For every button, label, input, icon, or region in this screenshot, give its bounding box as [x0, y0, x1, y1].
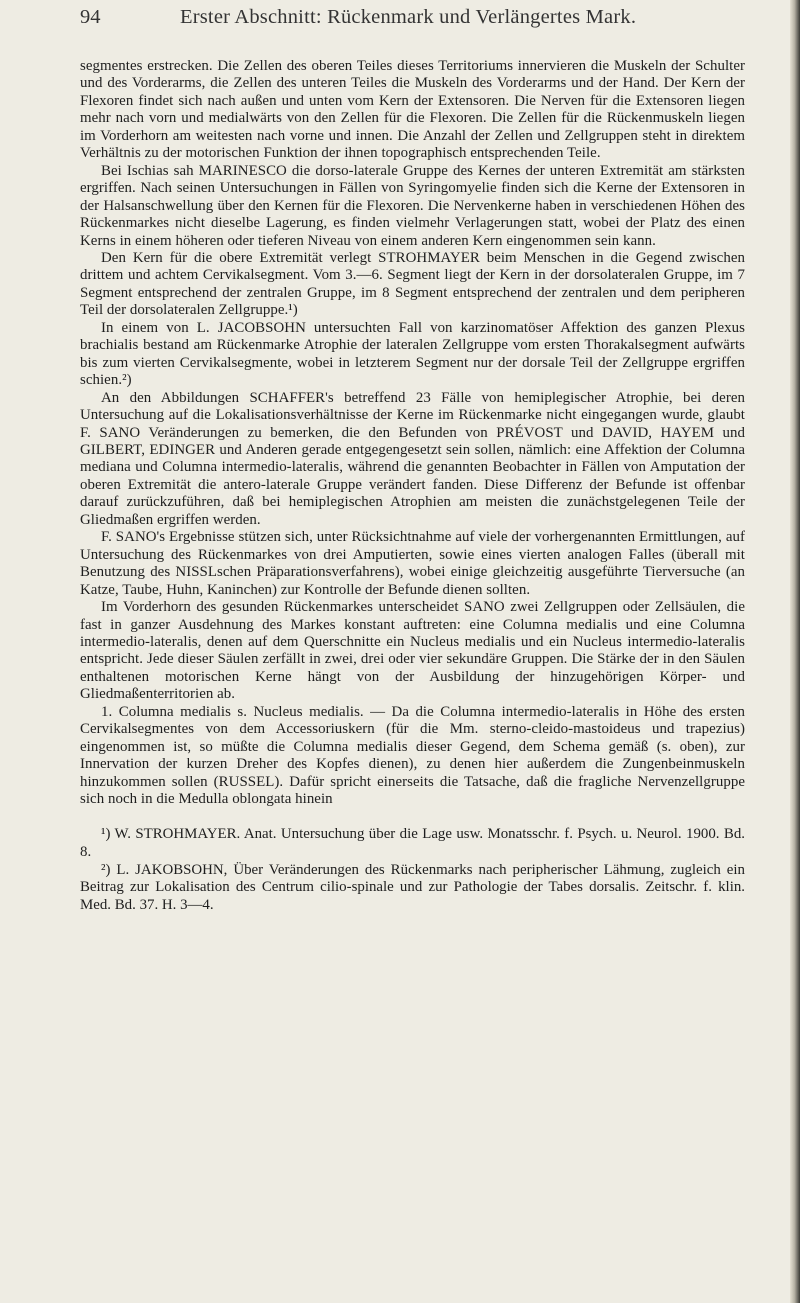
footnotes: [80, 826, 745, 914]
paragraph-3: Den Kern für die obere Extremität verlegt STROHMAYER beim Menschen in die Gegend zwischen drittem und achtem Cervikalsegment. Vom 3.—6. Segment liegt der Kern in der dorsolateralen Gruppe, im 7 Segment entsprechend der zentralen Gruppe, im 8 Segment entsprechend der zentralen und dem peripheren Teil der dorsolateralen Zellgruppe.¹): [80, 249, 745, 319]
paragraph-1: segmentes erstrecken. Die Zellen des oberen Teiles dieses Territoriums innervieren die Muskeln der Schulter und des Vorderarms, die Zellen des unteren Teiles die Muskeln des Vorderarms und der Hand. Der Kern der Flexoren findet sich nach außen und unten vom Kern der Extensoren. Die Nerven für die Extensoren liegen mehr nach vorn und medialwärts von den Zellen für die Flexoren. Die Zellen für die Rückenmuskeln liegen im Vorderhorn am weitesten nach vorne und innen. Die Anzahl der Zellen und Zellgruppen steht in direktem Verhältnis zu der motorischen Funktion der ihnen topographisch entsprechenden Teile.: [80, 58, 745, 162]
paragraph-5: An den Abbildungen SCHAFFER's betreffend 23 Fälle von hemiplegischer Atrophie, bei deren Untersuchung auf die Lokalisationsverhältnisse der Kerne im Rückenmarke nicht eingegangen wurde, glaubt F. SANO Veränderungen zu bemerken, die den Befunden von PRÉVOST und DAVID, HAYEM und GILBERT, EDINGER und Anderen gerade entgegengesetzt sein sollen, nämlich: eine Affektion der Columna mediana und Columna intermedio-lateralis, während die genannten Beobachter in Fällen von Amputation der oberen Extremität die antero-laterale Gruppe verändert fanden. Diese Differenz der Befunde ist offenbar darauf zurückzuführen, daß bei hemiplegischen Atrophien am meisten die zunächstgelegenen Teile der Gliedmaßen ergriffen werden.: [80, 389, 745, 528]
running-header: [80, 6, 745, 34]
scan-edge: [790, 0, 800, 1303]
paragraph-8: 1. Columna medialis s. Nucleus medialis. — Da die Columna intermedio-lateralis in Höhe des ersten Cervikalsegmentes von dem Accessoriuskern (für die Mm. sterno-cleido-mastoideus und trapezius) eingenommen ist, so müßte die Columna medialis dieser Gegend, dem Schema gemäß (s. oben), zur Innervation der kurzen Dreher des Kopfes dienen), zu denen hier außerdem die Zungenbeinmuskeln hinzukommen sollen (RUSSEL). Dafür spricht einerseits die Tatsache, daß die fragliche Nervenzellgruppe sich noch in die Medulla oblongata hinein: [80, 703, 745, 808]
paragraph-2: Bei Ischias sah MARINESCO die dorso-laterale Gruppe des Kernes der unteren Extremität am stärksten ergriffen. Nach seinen Untersuchungen in Fällen von Syringomyelie finden sich die Kerne der Extensoren in der Halsanschwellung über den Kernen für die Flexoren. Die Nervenkerne haben in verschiedenen Höhen des Rückenmarkes nicht dieselbe Lagerung, es finden vielmehr Verlagerungen statt, wobei der Platz des einen Kerns in einem höheren oder tieferen Niveau von einem anderen Kern eingenommen sein kann.: [80, 162, 745, 249]
body-text: [80, 58, 745, 808]
paragraph-7: Im Vorderhorn des gesunden Rückenmarkes unterscheidet SANO zwei Zellgruppen oder Zellsäulen, die fast in ganzer Ausdehnung des Markes konstant auftreten: eine Columna medialis und eine Columna intermedio-lateralis, denen auf dem Querschnitte ein Nucleus medialis und ein Nucleus intermedio-lateralis entspricht. Jede dieser Säulen zerfällt in zwei, drei oder vier sekundäre Gruppen. Die Stärke der in den Säulen enthaltenen motorischen Kerne hängt von der Ausbildung der hinzugehörigen Körper- und Gliedmaßenterritorien ab.: [80, 599, 745, 703]
page-number: 94: [80, 6, 101, 28]
paragraph-6: F. SANO's Ergebnisse stützen sich, unter Rücksichtnahme auf viele der vorhergenannten Ermittlungen, auf Untersuchung des Rückenmarkes von drei Amputierten, sowie eines vierten analogen Falles (überall mit Benutzung des NISSLschen Präparationsverfahrens), wobei einige gleichzeitig ausgeführte Tierversuche (an Katze, Taube, Huhn, Kaninchen) zur Kontrolle der Befunde dienen sollten.: [80, 529, 745, 598]
book-page: [80, 6, 745, 914]
footnote-1: ¹) W. STROHMAYER. Anat. Untersuchung über die Lage usw. Monatsschr. f. Psych. u. Neurol. 1900. Bd. 8.: [80, 826, 745, 861]
footnote-2: ²) L. JAKOBSOHN, Über Veränderungen des Rückenmarks nach peripherischer Lähmung, zugleich ein Beitrag zur Lokalisation des Centrum cilio-spinale und zur Pathologie der Tabes dorsalis. Zeitschr. f. klin. Med. Bd. 37. H. 3—4.: [80, 861, 745, 913]
running-title: Erster Abschnitt: Rückenmark und Verlängertes Mark.: [180, 6, 637, 28]
paragraph-4: In einem von L. JACOBSOHN untersuchten Fall von karzinomatöser Affektion des ganzen Plexus brachialis bestand am Rückenmarke Atrophie der lateralen Zellgruppe vom ersten Thorakalsegment aufwärts bis zum vierten Cervikalsegmente, wobei in letzterem Segment nur der dorsale Teil der Zellgruppe ergriffen schien.²): [80, 319, 745, 389]
